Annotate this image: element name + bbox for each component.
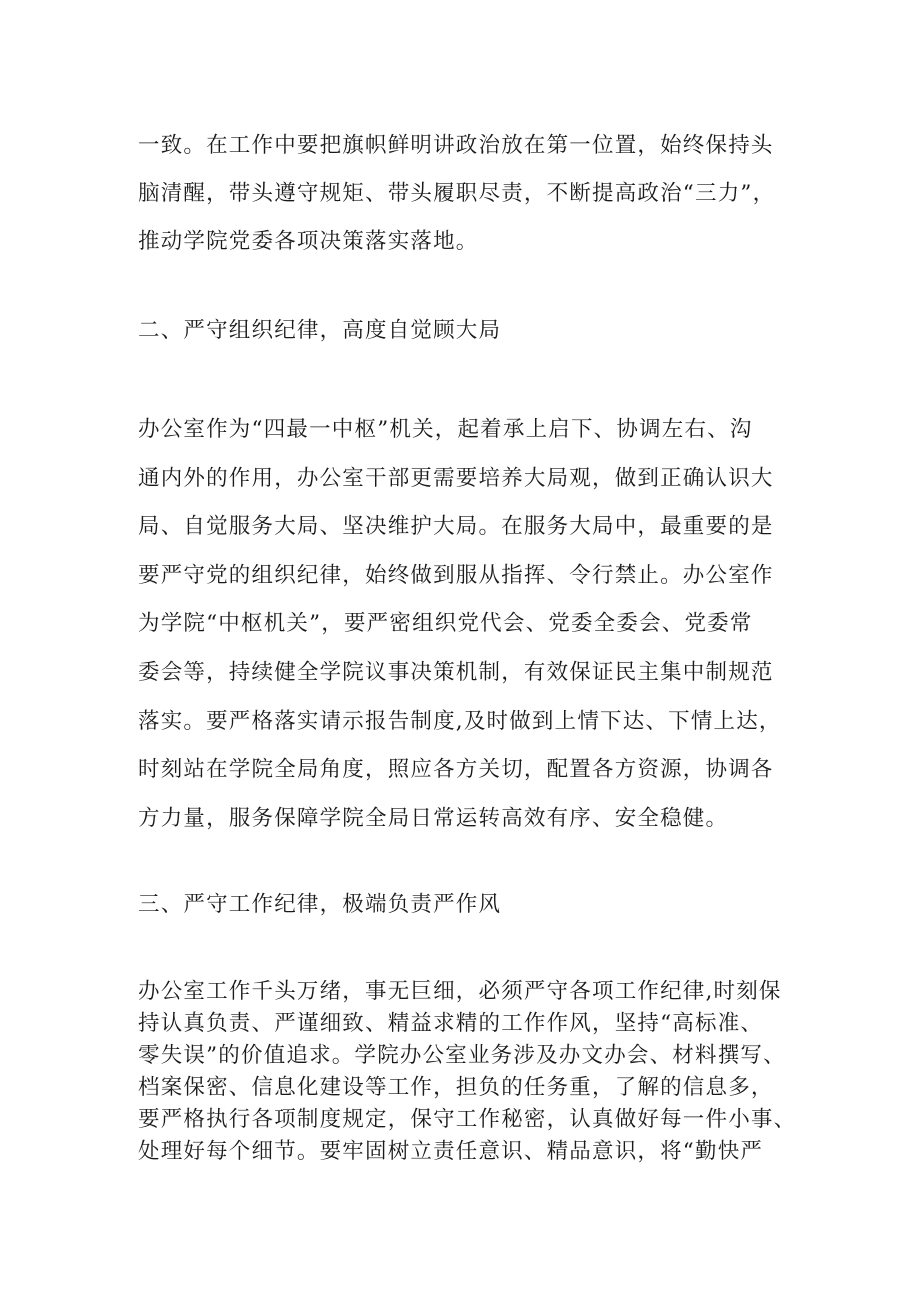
paragraph-line: 局、自觉服务大局、坚决维护大局。在服务大局中，最重要的是 <box>138 514 774 540</box>
paragraph-line: 方力量，服务保障学院全局日常运转高效有序、安全稳健。 <box>138 805 729 831</box>
paragraph-line: 要严守党的组织纪律，始终做到服从指挥、令行禁止。办公室作 <box>138 562 774 588</box>
paragraph-line: 推动学院党委各项决策落实落地。 <box>138 229 479 254</box>
paragraph-line: 零失误”的价值追求。学院办公室业务涉及办文办会、材料撰写、 <box>138 1043 786 1068</box>
section-heading-3: 三、严守工作纪律，极端负责严作风 <box>138 892 502 917</box>
paragraph-line: 处理好每个细节。要牢固树立责任意识、精品意识，将“勤快严 <box>138 1139 764 1164</box>
paragraph-line: 脑清醒，带头遵守规矩、带头履职尽责，不断提高政治“三力”， <box>138 181 776 206</box>
paragraph-top <box>138 122 798 266</box>
paragraph-line: 一致。在工作中要把旗帜鲜明讲政治放在第一位置，始终保持头 <box>138 133 774 158</box>
paragraph-line: 要严格执行各项制度规定，保守工作秘密，认真做好每一件小事、 <box>138 1107 797 1132</box>
paragraph-section-3 <box>138 976 798 1168</box>
paragraph-line: 办公室工作千头万绪，事无巨细，必须严守各项工作纪律,时刻保 <box>138 979 782 1004</box>
section-heading-2: 二、严守组织纪律，高度自觉顾大局 <box>138 318 502 343</box>
paragraph-line: 通内外的作用，办公室干部更需要培养大局观，做到正确认识大 <box>138 465 774 491</box>
paragraph-line: 为学院“中枢机关”，要严密组织党代会、党委全委会、党委常 <box>138 611 753 637</box>
paragraph-line: 落实。要严格落实请示报告制度,及时做到上情下达、下情上达， <box>138 708 782 734</box>
paragraph-line: 委会等，持续健全学院议事决策机制，有效保证民主集中制规范 <box>138 659 774 685</box>
paragraph-line: 时刻站在学院全局角度，照应各方关切，配置各方资源，协调各 <box>138 757 774 783</box>
paragraph-section-2 <box>138 406 798 843</box>
paragraph-line: 持认真负责、严谨细致、精益求精的工作作风，坚持“高标准、 <box>138 1011 764 1036</box>
paragraph-line: 办公室作为“四最一中枢”机关，起着承上启下、协调左右、沟 <box>138 417 753 442</box>
paragraph-line: 档案保密、信息化建设等工作，担负的任务重，了解的信息多， <box>138 1075 774 1100</box>
